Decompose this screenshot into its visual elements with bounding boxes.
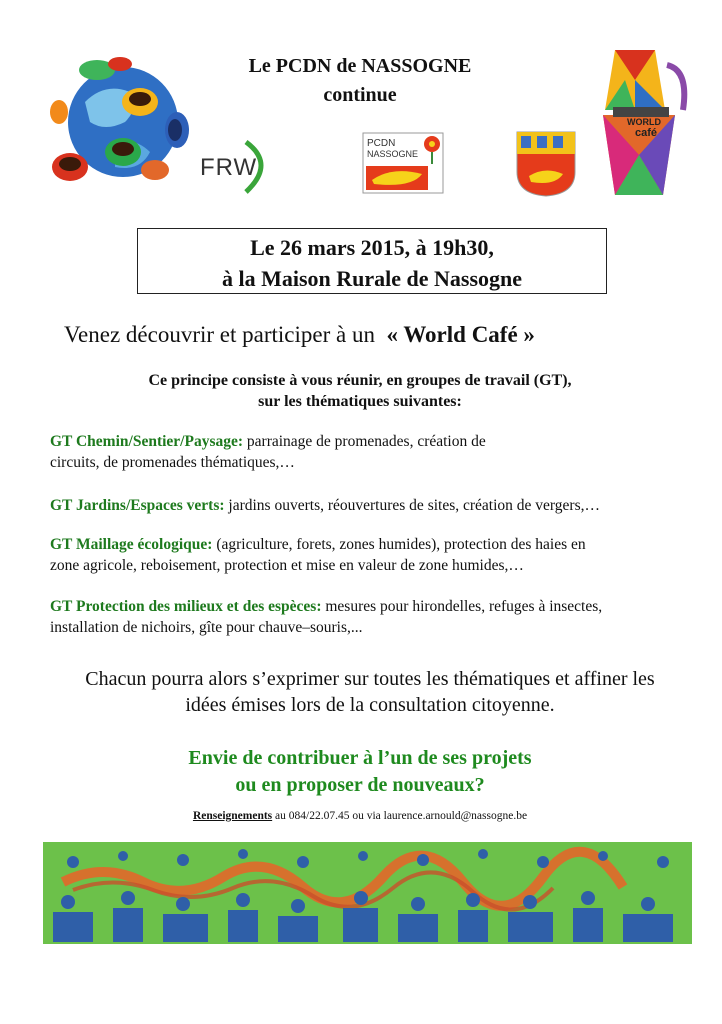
call-line-2: ou en proposer de nouveaux?: [235, 774, 485, 796]
event-date-box: [137, 228, 607, 294]
title-line-2: continue: [323, 84, 397, 106]
invite-line: [64, 322, 704, 348]
page-title: [170, 52, 550, 110]
group-desc-cont: circuits, de promenades thématiques,…: [50, 454, 295, 471]
group-desc-cont: zone agricole, reboisement, protection et mise en valeur de zone humides,…: [50, 557, 524, 574]
call-to-action: [80, 745, 640, 799]
principle-line-1: Ce principe consiste à vous réunir, en groupes de travail (GT),: [148, 372, 572, 389]
group-label: GT Chemin/Sentier/Paysage:: [50, 433, 244, 450]
group-desc: (agriculture, forets, zones humides), protection des haies en: [212, 536, 586, 553]
group-label: GT Maillage écologique:: [50, 536, 213, 553]
invite-text: Venez découvrir et participer à un: [64, 322, 375, 347]
group-desc-cont: installation de nichoirs, gîte pour chauve–souris,...: [50, 619, 363, 636]
closing-line-2: idées émises lors de la consultation citoyenne.: [185, 694, 555, 716]
call-line-1: Envie de contribuer à l’un de ses projets: [188, 747, 532, 769]
principle-line-2: sur les thématiques suivantes:: [258, 393, 462, 410]
group-item: [50, 431, 690, 473]
contact-label: Renseignements: [192, 810, 273, 822]
closing-text: [40, 666, 700, 718]
closing-line-1: Chacun pourra alors s’exprimer sur toutes les thématiques et affiner les: [85, 668, 655, 690]
group-label: GT Jardins/Espaces verts:: [50, 497, 225, 514]
frw-logo: [198, 140, 273, 195]
pcdn-logo-text-1: PCDN: [367, 138, 396, 149]
pcdn-logo-text-2: NASSOGNE: [367, 149, 419, 159]
group-item: [50, 534, 690, 576]
event-date: Le 26 mars 2015, à 19h30,: [250, 235, 494, 260]
world-cafe-banner: [43, 842, 692, 944]
title-line-1: Le PCDN de NASSOGNE: [248, 55, 472, 77]
contact-text: au 084/22.07.45 ou via laurence.arnould@nassogne.be: [272, 810, 528, 822]
event-place: à la Maison Rurale de Nassogne: [221, 266, 523, 291]
group-desc: mesures pour hirondelles, refuges à insectes,: [321, 598, 603, 615]
world-cafe-text-1: WORLD: [627, 117, 661, 127]
frw-logo-text: FRW: [200, 154, 258, 181]
principle-text: [60, 370, 660, 412]
contact-info: [100, 810, 620, 822]
nassogne-coat-of-arms: [515, 130, 577, 198]
group-item: [50, 495, 690, 516]
world-cafe-moka-logo: [595, 45, 690, 200]
pcdn-nassogne-logo: [362, 132, 444, 194]
world-cafe-text-2: café: [635, 127, 658, 139]
group-item: [50, 596, 690, 638]
group-label: GT Protection des milieux et des espèces:: [50, 598, 322, 615]
invite-highlight: « World Café »: [386, 322, 535, 347]
group-desc: parrainage de promenades, création de: [243, 433, 486, 450]
group-desc: jardins ouverts, réouvertures de sites, création de vergers,…: [224, 497, 600, 514]
